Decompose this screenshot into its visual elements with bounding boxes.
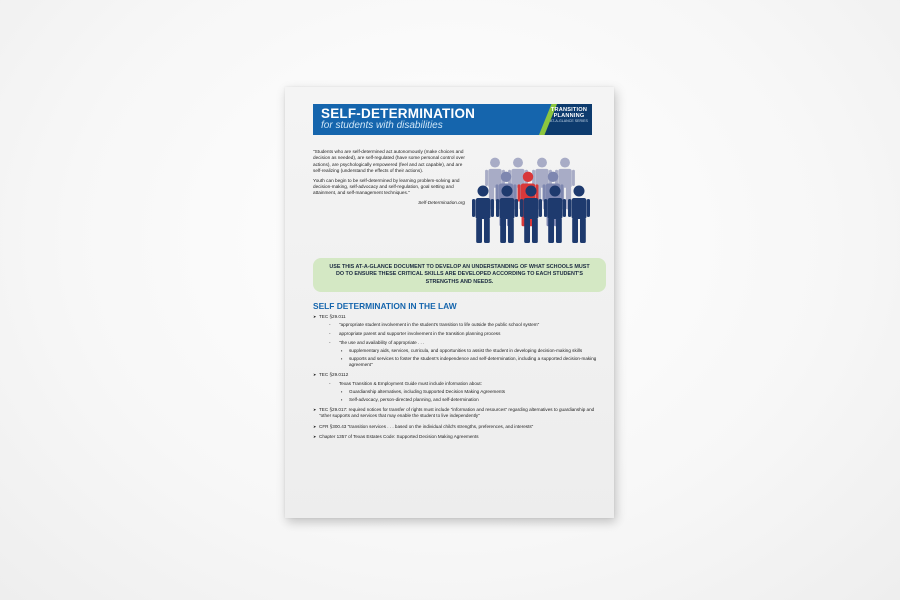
title-banner — [313, 104, 592, 135]
law-subsubitem: ▪ Self-advocacy, person-directed planning, and self-determination — [319, 397, 603, 403]
law-subitem: - appropriate parent and supporter involvement in the transition planning process — [319, 331, 603, 337]
law-list — [313, 314, 603, 444]
document-page — [285, 87, 614, 518]
law-subsubitem: ▪ supplementary aids, services, curricula, and opportunities to assist the student in developing decision-making skills — [319, 348, 603, 354]
series-label — [549, 107, 589, 124]
law-subitem: - "appropriate student involvement in the student's transition to life outside the public school system" — [319, 322, 603, 328]
intro-source: Self-Determination.org — [418, 199, 465, 205]
intro-text — [313, 149, 465, 209]
people-group-illustration — [471, 147, 599, 249]
law-item-chapter-1357: ➤ Chapter 1357 of Texas Estates Code: Supported Decision Making Agreements — [313, 434, 603, 440]
document-title: SELF-DETERMINATION — [321, 106, 476, 121]
law-subsubitem: ▪ Guardianship alternatives, including Supported Decision Making Agreements — [319, 389, 603, 395]
series-line-1: TRANSITION — [550, 107, 588, 113]
series-line-2: PLANNING — [553, 113, 585, 119]
document-subtitle: for students with disabilities — [321, 120, 443, 131]
law-subsubitem: ▪ supports and services to foster the student's independence and self-determination, including a supported decision-making agreement" — [319, 356, 603, 368]
callout-box — [313, 258, 606, 292]
law-subitem: - "the use and availability of appropriate . . . ▪ supplementary aids, services, curricula, and opportunities to assist the student in developing decision-making skills ▪ supports and services to foster the student's independence and self-determination, including a supported decision-making agreement" — [319, 340, 603, 369]
law-item-cfr-300-43: ➤ CFR §300.43 "transition services . . . based on the individual child's strengths, preferences, and interests" — [313, 424, 603, 430]
law-item-tec-29-0112: ➤ TEC §29.0112 - Texas Transition & Employment Guide must include information about: ▪ Guardianship alternatives, including Supported Decision Making Agreements ▪ Self-advocacy, person-directed planning, and self-determination — [313, 372, 603, 403]
law-item-tec-29-017: ➤ TEC §29.017: required notices for transfer of rights must include "information and resources" regarding alternatives to guardianship and "other supports and services that may enable the student to live independently" — [313, 407, 603, 419]
intro-body: Youth can begin to be self-determined by learning problem-solving and decision-making, self-advocacy and self-regulation, goal setting and attainment, and self-management techniques." — [313, 177, 460, 196]
series-subtitle: AT-A-GLANCE SERIES — [550, 119, 588, 123]
law-subitem: - Texas Transition & Employment Guide must include information about: ▪ Guardianship alternatives, including Supported Decision Making Agreements ▪ Self-advocacy, person-directed planning, and self-determination — [319, 381, 603, 404]
law-item-tec-29-011: ➤ TEC §29.011 - "appropriate student involvement in the student's transition to life outside the public school system" - appropriate parent and supporter involvement in the transition planning process - "the use and availability of appropriate . . . ▪ supplementary aids, services, curricula, and opportunities to assist the student in developing decision-making skills ▪ supports and services to foster the student's independence and self-determination, including a supported decision-making agreement" — [313, 314, 603, 368]
callout-text: USE THIS AT-A-GLANCE DOCUMENT TO DEVELOP AN UNDERSTANDING OF WHAT SCHOOLS MUST DO TO ENSURE THESE CRITICAL SKILLS ARE DEVELOPED ACCORDING TO EACH STUDENT'S STRENGTHS AND NEEDS. — [329, 264, 590, 285]
law-section-heading: SELF DETERMINATION IN THE LAW — [313, 301, 457, 311]
intro-quote: "Students who are self-determined act autonomously (make choices and decision as needed), are self-regulated (have some personal control over actions), are psychologically empowered (feel and act capable), and are self-realizing (understand the effects of their actions). — [313, 149, 465, 174]
